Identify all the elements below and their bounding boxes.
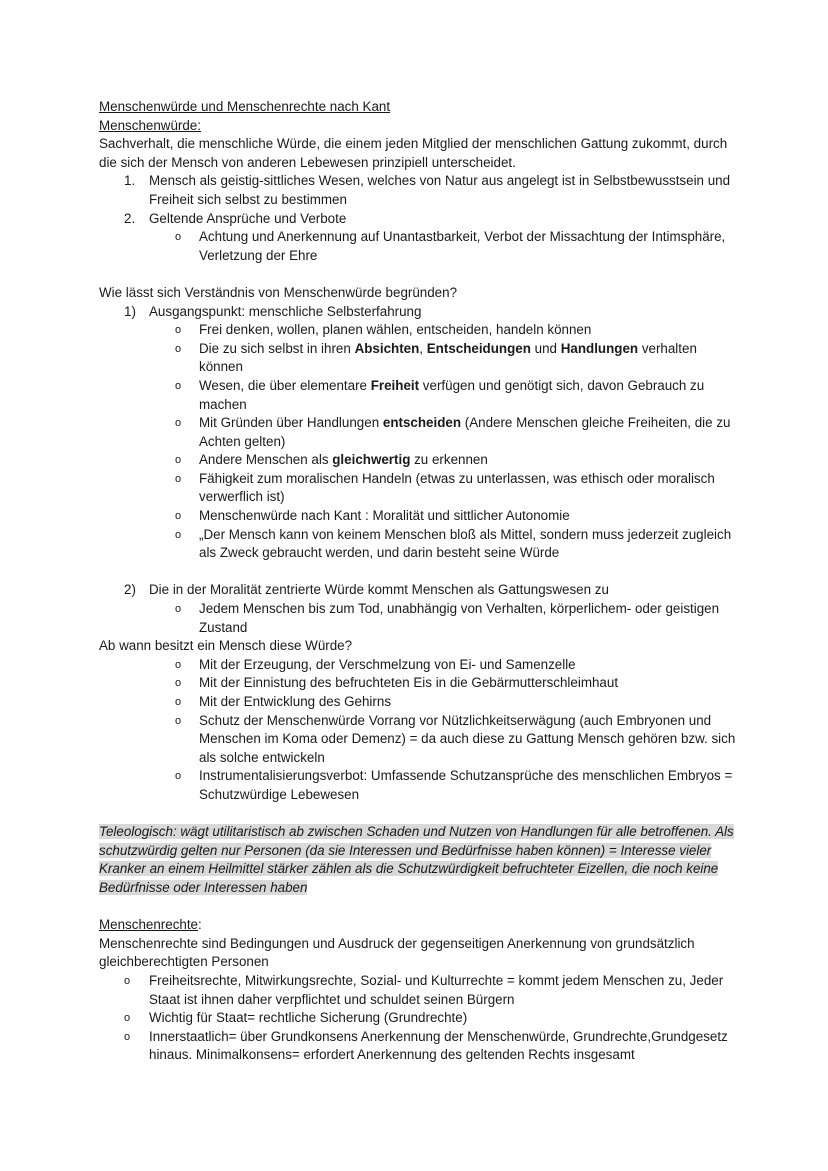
begruendung-list — [99, 303, 738, 322]
heading-colon: : — [198, 917, 202, 933]
text-run: verhalten können — [199, 340, 697, 375]
gattungswesen-sublist — [99, 600, 738, 637]
text-run: zu erkennen — [410, 452, 488, 468]
circle-bullet-icon: o — [124, 974, 131, 987]
list-item-text: Wichtig für Staat= rechtliche Sicherung (Grundrechte) — [149, 1010, 468, 1026]
circle-bullet-icon: o — [175, 528, 182, 541]
list-item — [99, 712, 738, 768]
circle-bullet-icon: o — [175, 696, 182, 708]
list-item — [99, 228, 738, 265]
bold-term: Entscheidungen — [426, 340, 531, 356]
circle-bullet-icon: o — [124, 1012, 131, 1025]
text-run: Wesen, die über elementare — [199, 377, 371, 393]
list-item-text: Geltende Ansprüche und Verbote — [149, 210, 347, 226]
bold-term: entscheiden — [382, 415, 462, 431]
circle-bullet-icon: o — [175, 603, 182, 616]
begruendung-list-2 — [99, 581, 738, 600]
text-run: und — [530, 340, 561, 356]
text-run: , — [419, 340, 427, 356]
list-item-text: Schutz der Menschenwürde Vorrang vor Nützlichkeitserwägung (auch Embryonen und Menschen im Koma oder Demenz) = da auch diese zu Gattung Mensch gehören bzw. sich als solche entwickeln — [199, 712, 736, 765]
list-marker: 1. — [124, 173, 136, 189]
kant-quote: „Der Mensch kann von keinem Menschen bloß als Mittel, sondern muss jederzeit zugleich als Zweck gebraucht werden, und darin besteht seine Würde — [199, 526, 732, 561]
circle-bullet-icon: o — [175, 658, 182, 671]
circle-bullet-icon: o — [175, 417, 182, 430]
circle-bullet-icon: o — [124, 1030, 131, 1043]
list-item — [99, 470, 738, 507]
wuerde-beginn-list — [99, 656, 738, 805]
list-item — [99, 767, 738, 804]
list-item-text: Jedem Menschen bis zum Tod, unabhängig von Verhalten, körperlichem- oder geistigen Zustand — [199, 601, 720, 635]
list-item-text: Innerstaatlich= über Grundkonsens Anerkennung der Menschenwürde, Grundrechte,Grundgesetz hinaus. Minimalkonsens= erfordert Anerkennung des geltenden Rechts insgesamt — [149, 1028, 728, 1063]
list-item — [99, 210, 738, 229]
circle-bullet-icon: o — [175, 379, 182, 392]
selbsterfahrung-sublist — [99, 321, 738, 563]
list-item-text: Mit der Entwicklung des Gehirns — [199, 694, 392, 709]
section-heading-menschenrechte — [99, 916, 738, 935]
menschenwuerde-list — [99, 172, 738, 228]
circle-bullet-icon: o — [175, 342, 182, 355]
menschenwuerde-definition: Sachverhalt, die menschliche Würde, die einem jeden Mitglied der menschlichen Gattung zukommt, durch die sich der Mensch von anderen Lebewesen prinzipiell unterscheidet. — [99, 136, 728, 170]
list-item — [99, 340, 738, 377]
list-item-text: Menschenwürde nach Kant : Moralität und sittlicher Autonomie — [199, 508, 570, 524]
list-item — [99, 377, 738, 414]
question-wuerde-beginn: Ab wann besitzt ein Mensch diese Würde? — [99, 638, 353, 654]
circle-bullet-icon: o — [175, 324, 182, 337]
list-item-text: Mit der Erzeugung, der Verschmelzung von Ei- und Samenzelle — [199, 656, 576, 672]
list-item — [99, 600, 738, 637]
list-item-text: Ausgangspunkt: menschliche Selbsterfahrung — [149, 303, 422, 319]
list-item — [99, 1009, 738, 1028]
list-item — [99, 303, 738, 322]
list-item-text: Achtung und Anerkennung auf Unantastbarkeit, Verbot der Missachtung der Intimsphäre, Verletzung der Ehre — [199, 229, 726, 263]
list-item — [99, 507, 738, 526]
circle-bullet-icon: o — [175, 714, 182, 727]
bold-term: gleichwertig — [332, 452, 411, 468]
question-begruendung: Wie lässt sich Verständnis von Menschenwürde begründen? — [99, 284, 458, 300]
text-run: Andere Menschen als — [199, 452, 333, 468]
list-item — [99, 451, 738, 470]
list-item — [99, 414, 738, 451]
section-heading-menschenwuerde: Menschenwürde: — [99, 117, 201, 133]
list-item — [99, 656, 738, 675]
menschenrechte-list — [99, 972, 738, 1065]
list-item-text: Fähigkeit zum moralischen Handeln (etwas zu unterlassen, was ethisch oder moralisch verwerflich ist) — [199, 470, 715, 505]
bold-term: Handlungen — [560, 340, 639, 356]
list-item — [99, 693, 738, 712]
text-run: Mit Gründen über Handlungen — [199, 415, 383, 431]
list-marker: 1) — [124, 303, 136, 319]
menschenrechte-definition: Menschenrechte sind Bedingungen und Ausdruck der gegenseitigen Anerkennung von grundsätzlich gleichberechtigten Personen — [99, 935, 695, 970]
list-marker: 2. — [124, 210, 136, 226]
list-item-text: Mit der Einnistung des befruchteten Eis in die Gebärmutterschleimhaut — [199, 675, 619, 691]
circle-bullet-icon: o — [175, 231, 182, 244]
list-item — [99, 321, 738, 340]
highlighted-text: Teleologisch: wägt utilitaristisch ab zwischen Schaden und Nutzen von Handlungen für alle betroffenen. Als schutzwürdig gelten nur Personen (da sie Interessen und Bedürfnisse haben können) = Interesse vieler Kranker an einem Heilmittel stärker zählen als die Schutzwürdigkeit befruchteter Eizellen, die noch keine Bedürfnisse oder Interessen haben — [99, 824, 734, 895]
list-item — [99, 581, 738, 600]
list-item-text: Mensch als geistig-sittliches Wesen, welches von Natur aus angelegt ist in Selbstbewusstsein und Freiheit sich selbst zu bestimmen — [149, 173, 731, 207]
teleological-paragraph — [99, 823, 738, 897]
text-run: (Andere Menschen gleiche Freiheiten, die zu Achten gelten) — [199, 415, 731, 449]
list-item-text: Instrumentalisierungsverbot: Umfassende Schutzansprüche des menschlichen Embryos = Schutzwürdige Lebewesen — [199, 768, 733, 802]
list-item-text: Freiheitsrechte, Mitwirkungsrechte, Sozial- und Kulturrechte = kommt jedem Menschen zu, Jeder Staat ist ihnen daher verpflichtet und schuldet seinen Bürgern — [149, 972, 724, 1007]
list-item — [99, 526, 738, 563]
list-item-text: Frei denken, wollen, planen wählen, entscheiden, handeln können — [199, 322, 592, 338]
list-item — [99, 972, 738, 1009]
list-item — [99, 674, 738, 693]
circle-bullet-icon: o — [175, 510, 182, 523]
list-marker: 2) — [124, 582, 136, 598]
circle-bullet-icon: o — [175, 677, 182, 690]
text-run: Die zu sich selbst in ihren — [199, 340, 355, 356]
document-title: Menschenwürde und Menschenrechte nach Kant — [99, 99, 391, 114]
menschenwuerde-sublist — [99, 228, 738, 265]
text-run: verfügen und genötigt sich, davon Gebrauch zu machen — [199, 377, 705, 412]
list-item — [99, 172, 738, 209]
list-item — [99, 1028, 738, 1065]
bold-term: Freiheit — [370, 377, 420, 393]
heading-text: Menschenrechte — [99, 917, 198, 933]
circle-bullet-icon: o — [175, 472, 182, 485]
circle-bullet-icon: o — [175, 770, 182, 783]
bold-term: Absichten — [354, 340, 420, 356]
list-item-text: Die in der Moralität zentrierte Würde kommt Menschen als Gattungswesen zu — [149, 582, 609, 598]
circle-bullet-icon: o — [175, 454, 182, 467]
